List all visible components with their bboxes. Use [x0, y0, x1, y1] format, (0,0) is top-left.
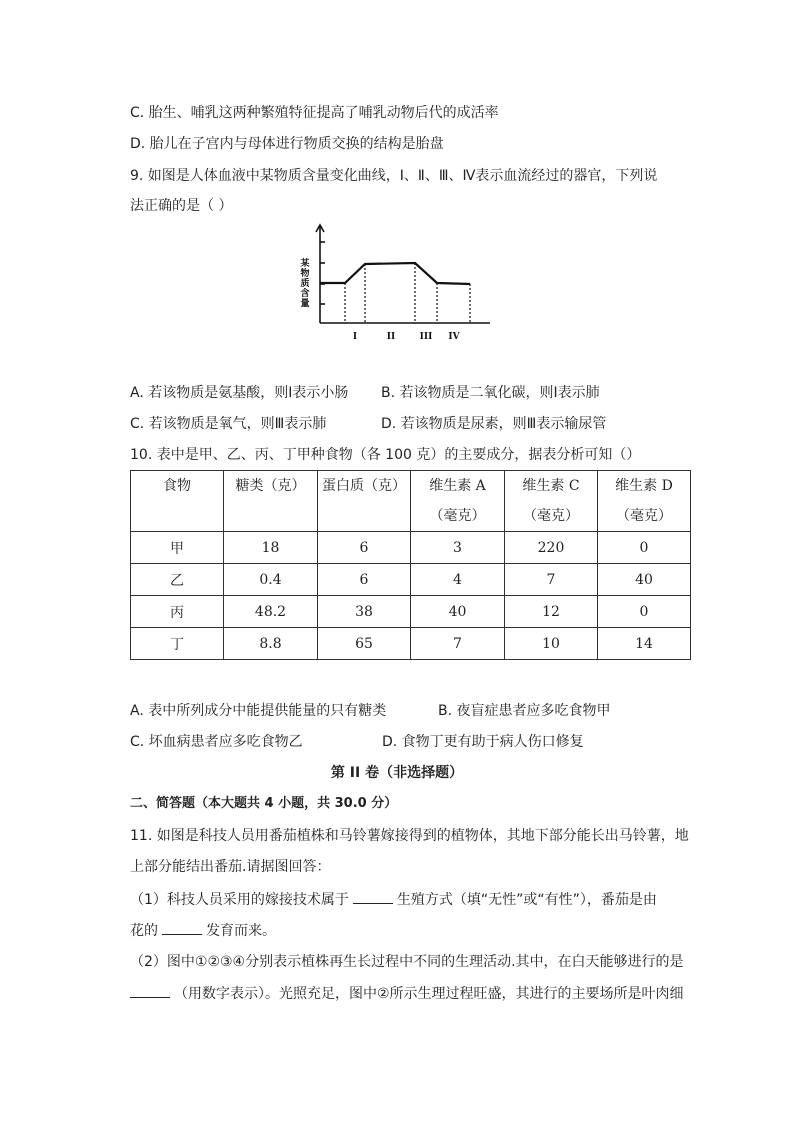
q9-option-d: D. 若该物质是尿素，则Ⅲ表示输尿管: [381, 416, 607, 432]
part2-title: 第 II 卷（非选择题）: [330, 765, 464, 781]
q10-option-c: C. 坏血病患者应多吃食物乙: [130, 734, 303, 750]
header-line2: （毫克）: [429, 508, 486, 524]
table-header-cell: [318, 471, 411, 532]
table-cell: 8.8: [224, 628, 318, 660]
table-header-cell: [131, 471, 224, 532]
table-cell: 220: [505, 532, 598, 564]
table-cell: 乙: [131, 564, 224, 596]
table-cell: 65: [318, 628, 411, 660]
q11-sub1-text-a: （1）科技人员采用的嫁接技术属于: [130, 892, 349, 908]
q10-option-a: A. 表中所列成分中能提供能量的只有糖类: [130, 703, 387, 719]
answer-blank[interactable]: [162, 920, 202, 935]
q9-ylabel-char: 某: [300, 259, 310, 269]
q11-sub1-line2: [130, 920, 276, 941]
table-cell: 14: [598, 628, 691, 660]
q9-ylabel-char: 质: [300, 279, 310, 289]
table-cell: 丁: [131, 628, 224, 660]
q9-stem-line1: 9. 如图是人体血液中某物质含量变化曲线，Ⅰ、Ⅱ、Ⅲ、Ⅳ表示血流经过的器官，下列说: [130, 168, 658, 184]
table-row: [131, 596, 691, 628]
q11-sub2-text: （用数字表示）。光照充足，图中②所示生理过程旺盛，其进行的主要场所是叶肉细: [174, 986, 684, 1002]
q9-stem-line2: 法正确的是（ ）: [130, 198, 233, 214]
q9-option-b: B. 若该物质是二氧化碳，则Ⅰ表示肺: [381, 385, 600, 401]
table-cell: 甲: [131, 532, 224, 564]
q11-sub1-text-b: 生殖方式（填“无性”或“有性”），番茄是由: [396, 892, 657, 908]
table-cell: 40: [598, 564, 691, 596]
q9-segment-label: III: [419, 332, 433, 342]
q11-sub1-line1: [130, 889, 657, 910]
q9-option-a: A. 若该物质是氨基酸，则Ⅰ表示小肠: [130, 385, 349, 401]
q10-food-table: [130, 470, 691, 660]
header-line2: （毫克）: [523, 508, 579, 524]
q9-ylabel-char: 含: [300, 289, 310, 299]
answer-blank[interactable]: [353, 889, 393, 904]
table-cell: 18: [224, 532, 318, 564]
table-cell: 7: [505, 564, 598, 596]
table-cell: 6: [318, 532, 411, 564]
q10-stem: 10. 表中是甲、乙、丙、丁甲种食物（各 100 克）的主要成分，据表分析可知（）: [130, 447, 641, 463]
header-line1: 蛋白质（克）: [322, 478, 406, 494]
table-cell: 4: [411, 564, 505, 596]
table-cell: 10: [505, 628, 598, 660]
q11-stem-line2: 上部分能结出番茄.请据图回答：: [130, 859, 331, 875]
table-cell: 38: [318, 596, 411, 628]
table-cell: 12: [505, 596, 598, 628]
q10-option-b: B. 夜盲症患者应多吃食物甲: [438, 703, 611, 719]
table-cell: 0: [598, 532, 691, 564]
q9-curve-figure: [292, 222, 496, 346]
table-cell: 3: [411, 532, 505, 564]
header-line1: 维生素 C: [522, 478, 580, 494]
table-cell: 48.2: [224, 596, 318, 628]
table-row: [131, 564, 691, 596]
header-line1: 维生素 D: [615, 478, 673, 494]
table-header-cell: [598, 471, 691, 532]
q8-option-d: D. 胎儿在子宫内与母体进行物质交换的结构是胎盘: [130, 136, 444, 152]
q9-segment-label: I: [352, 332, 358, 342]
answer-blank[interactable]: [130, 983, 170, 998]
table-cell: 6: [318, 564, 411, 596]
table-cell: 7: [411, 628, 505, 660]
q11-sub2-line1: （2）图中①②③④分别表示植株再生长过程中不同的生理活动.其中，在白天能够进行的是: [130, 954, 684, 970]
q11-stem-line1: 11. 如图是科技人员用番茄植株和马铃薯嫁接得到的植物体，其地下部分能长出马铃薯，地: [130, 828, 689, 844]
q11-sub1-text-c: 花的: [130, 923, 158, 939]
q10-option-d: D. 食物丁更有助于病人伤口修复: [382, 734, 584, 750]
q9-segment-label: IV: [448, 332, 460, 342]
table-cell: 0: [598, 596, 691, 628]
header-line1: 糖类（克）: [235, 478, 306, 494]
table-header-cell: [224, 471, 318, 532]
q9-ylabel-char: 物: [300, 269, 310, 279]
table-cell: 40: [411, 596, 505, 628]
q9-curve-line: [320, 263, 470, 284]
header-line1: 食物: [163, 478, 191, 494]
q9-ylabel-char: 量: [300, 299, 310, 309]
table-cell: 0.4: [224, 564, 318, 596]
q11-sub2-line2: [130, 983, 684, 1004]
header-line2: （毫克）: [616, 508, 672, 524]
section-heading: 二、简答题（本大题共 4 小题，共 30.0 分）: [130, 796, 398, 811]
q9-segment-label: II: [386, 332, 396, 342]
table-row: [131, 628, 691, 660]
q8-option-c: C. 胎生、哺乳这两种繁殖特征提高了哺乳动物后代的成活率: [130, 105, 499, 121]
table-header-cell: [505, 471, 598, 532]
table-row: [131, 532, 691, 564]
table-header-cell: [411, 471, 505, 532]
table-header-row: [131, 471, 691, 532]
q9-option-c: C. 若该物质是氧气，则Ⅲ表示肺: [130, 416, 327, 432]
table-cell: 丙: [131, 596, 224, 628]
q11-sub1-text-d: 发育而来。: [206, 923, 276, 939]
header-line1: 维生素 A: [429, 478, 486, 494]
